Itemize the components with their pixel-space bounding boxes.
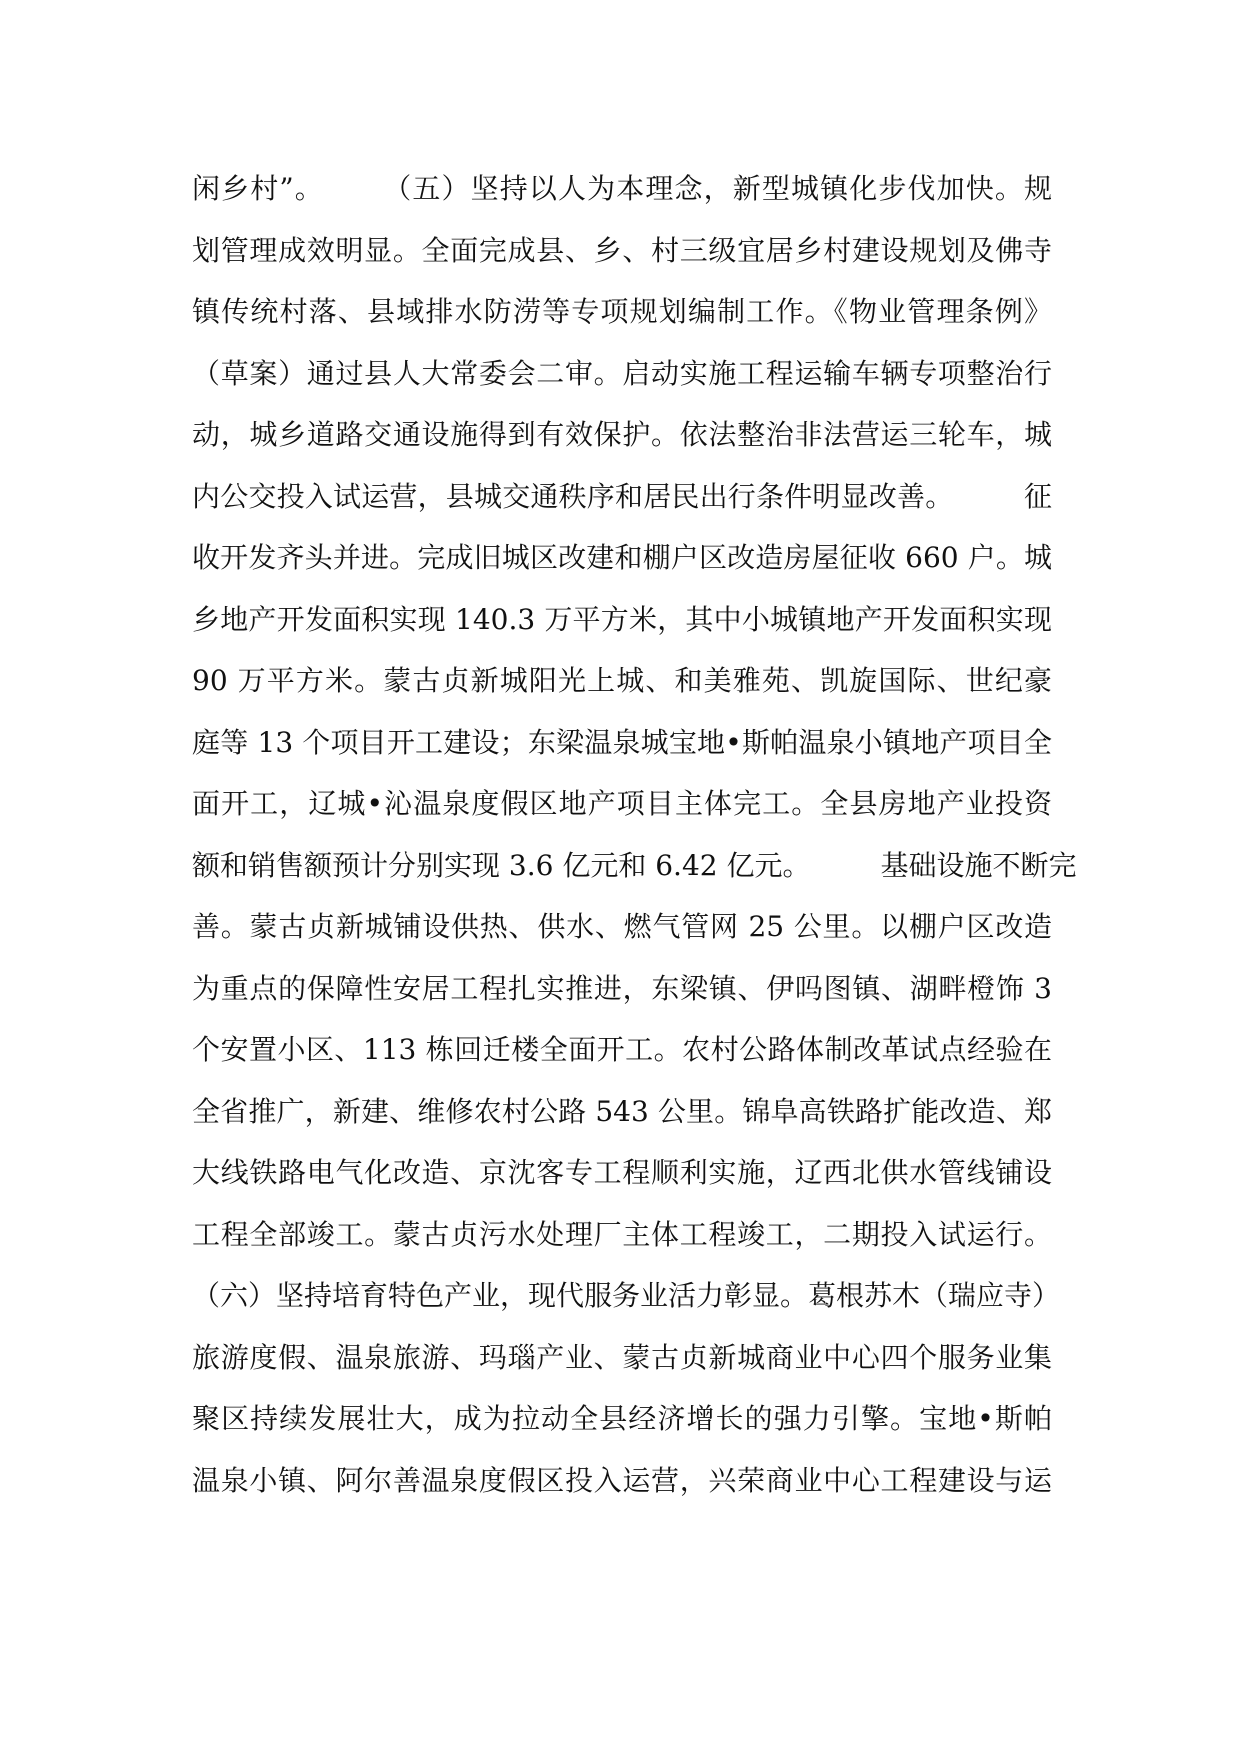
text-line-14: 为重点的保障性安居工程扎实推进，东梁镇、伊吗图镇、湖畔橙饰 3 <box>192 971 1052 1005</box>
text-line-18: 工程全部竣工。蒙古贞污水处理厂主体工程竣工，二期投入试运行。 <box>192 1217 1052 1251</box>
text-line-12: 额和销售额预计分别实现 3.6 亿元和 6.42 亿元。 基础设施不断完 <box>192 848 1077 882</box>
text-line-9: 90 万平方米。蒙古贞新城阳光上城、和美雅苑、凯旋国际、世纪豪 <box>192 664 1052 697</box>
text-line-22: 温泉小镇、阿尔善温泉度假区投入运营，兴荣商业中心工程建设与运 <box>192 1463 1052 1497</box>
text-line-10: 庭等 13 个项目开工建设；东梁温泉城宝地•斯帕温泉小镇地产项目全 <box>192 725 1052 759</box>
text-line-16: 全省推广，新建、维修农村公路 543 公里。锦阜高铁路扩能改造、郑 <box>192 1094 1052 1128</box>
text-line-17: 大线铁路电气化改造、京沈客专工程顺利实施，辽西北供水管线铺设 <box>192 1156 1052 1189</box>
text-line-19: （六）坚持培育特色产业，现代服务业活力彰显。葛根苏木（瑞应寺） <box>192 1279 1061 1312</box>
text-line-1: 闲乡村”。 （五）坚持以人为本理念，新型城镇化步伐加快。规 <box>192 172 1052 205</box>
text-line-6: 内公交投入试运营，县城交通秩序和居民出行条件明显改善。 征 <box>192 479 1052 513</box>
text-line-3: 镇传统村落、县域排水防涝等专项规划编制工作。《物业管理条例》 <box>192 295 1052 328</box>
body-text <box>192 158 1077 1511</box>
text-line-15: 个安置小区、113 栋回迁楼全面开工。农村公路体制改革试点经验在 <box>192 1033 1052 1066</box>
text-line-2: 划管理成效明显。全面完成县、乡、村三级宜居乡村建设规划及佛寺 <box>192 233 1052 267</box>
text-line-11: 面开工，辽城•沁温泉度假区地产项目主体完工。全县房地产业投资 <box>192 787 1052 820</box>
text-line-8: 乡地产开发面积实现 140.3 万平方米，其中小城镇地产开发面积实现 <box>192 602 1052 636</box>
text-line-7: 收开发齐头并进。完成旧城区改建和棚户区改造房屋征收 660 户。城 <box>192 541 1052 574</box>
text-line-4: （草案）通过县人大常委会二审。启动实施工程运输车辆专项整治行 <box>192 356 1052 390</box>
text-line-5: 动，城乡道路交通设施得到有效保护。依法整治非法营运三轮车，城 <box>192 418 1052 451</box>
text-line-20: 旅游度假、温泉旅游、玛瑙产业、蒙古贞新城商业中心四个服务业集 <box>192 1340 1052 1374</box>
text-line-13: 善。蒙古贞新城铺设供热、供水、燃气管网 25 公里。以棚户区改造 <box>192 910 1052 943</box>
text-line-21: 聚区持续发展壮大，成为拉动全县经济增长的强力引擎。宝地•斯帕 <box>192 1402 1052 1435</box>
